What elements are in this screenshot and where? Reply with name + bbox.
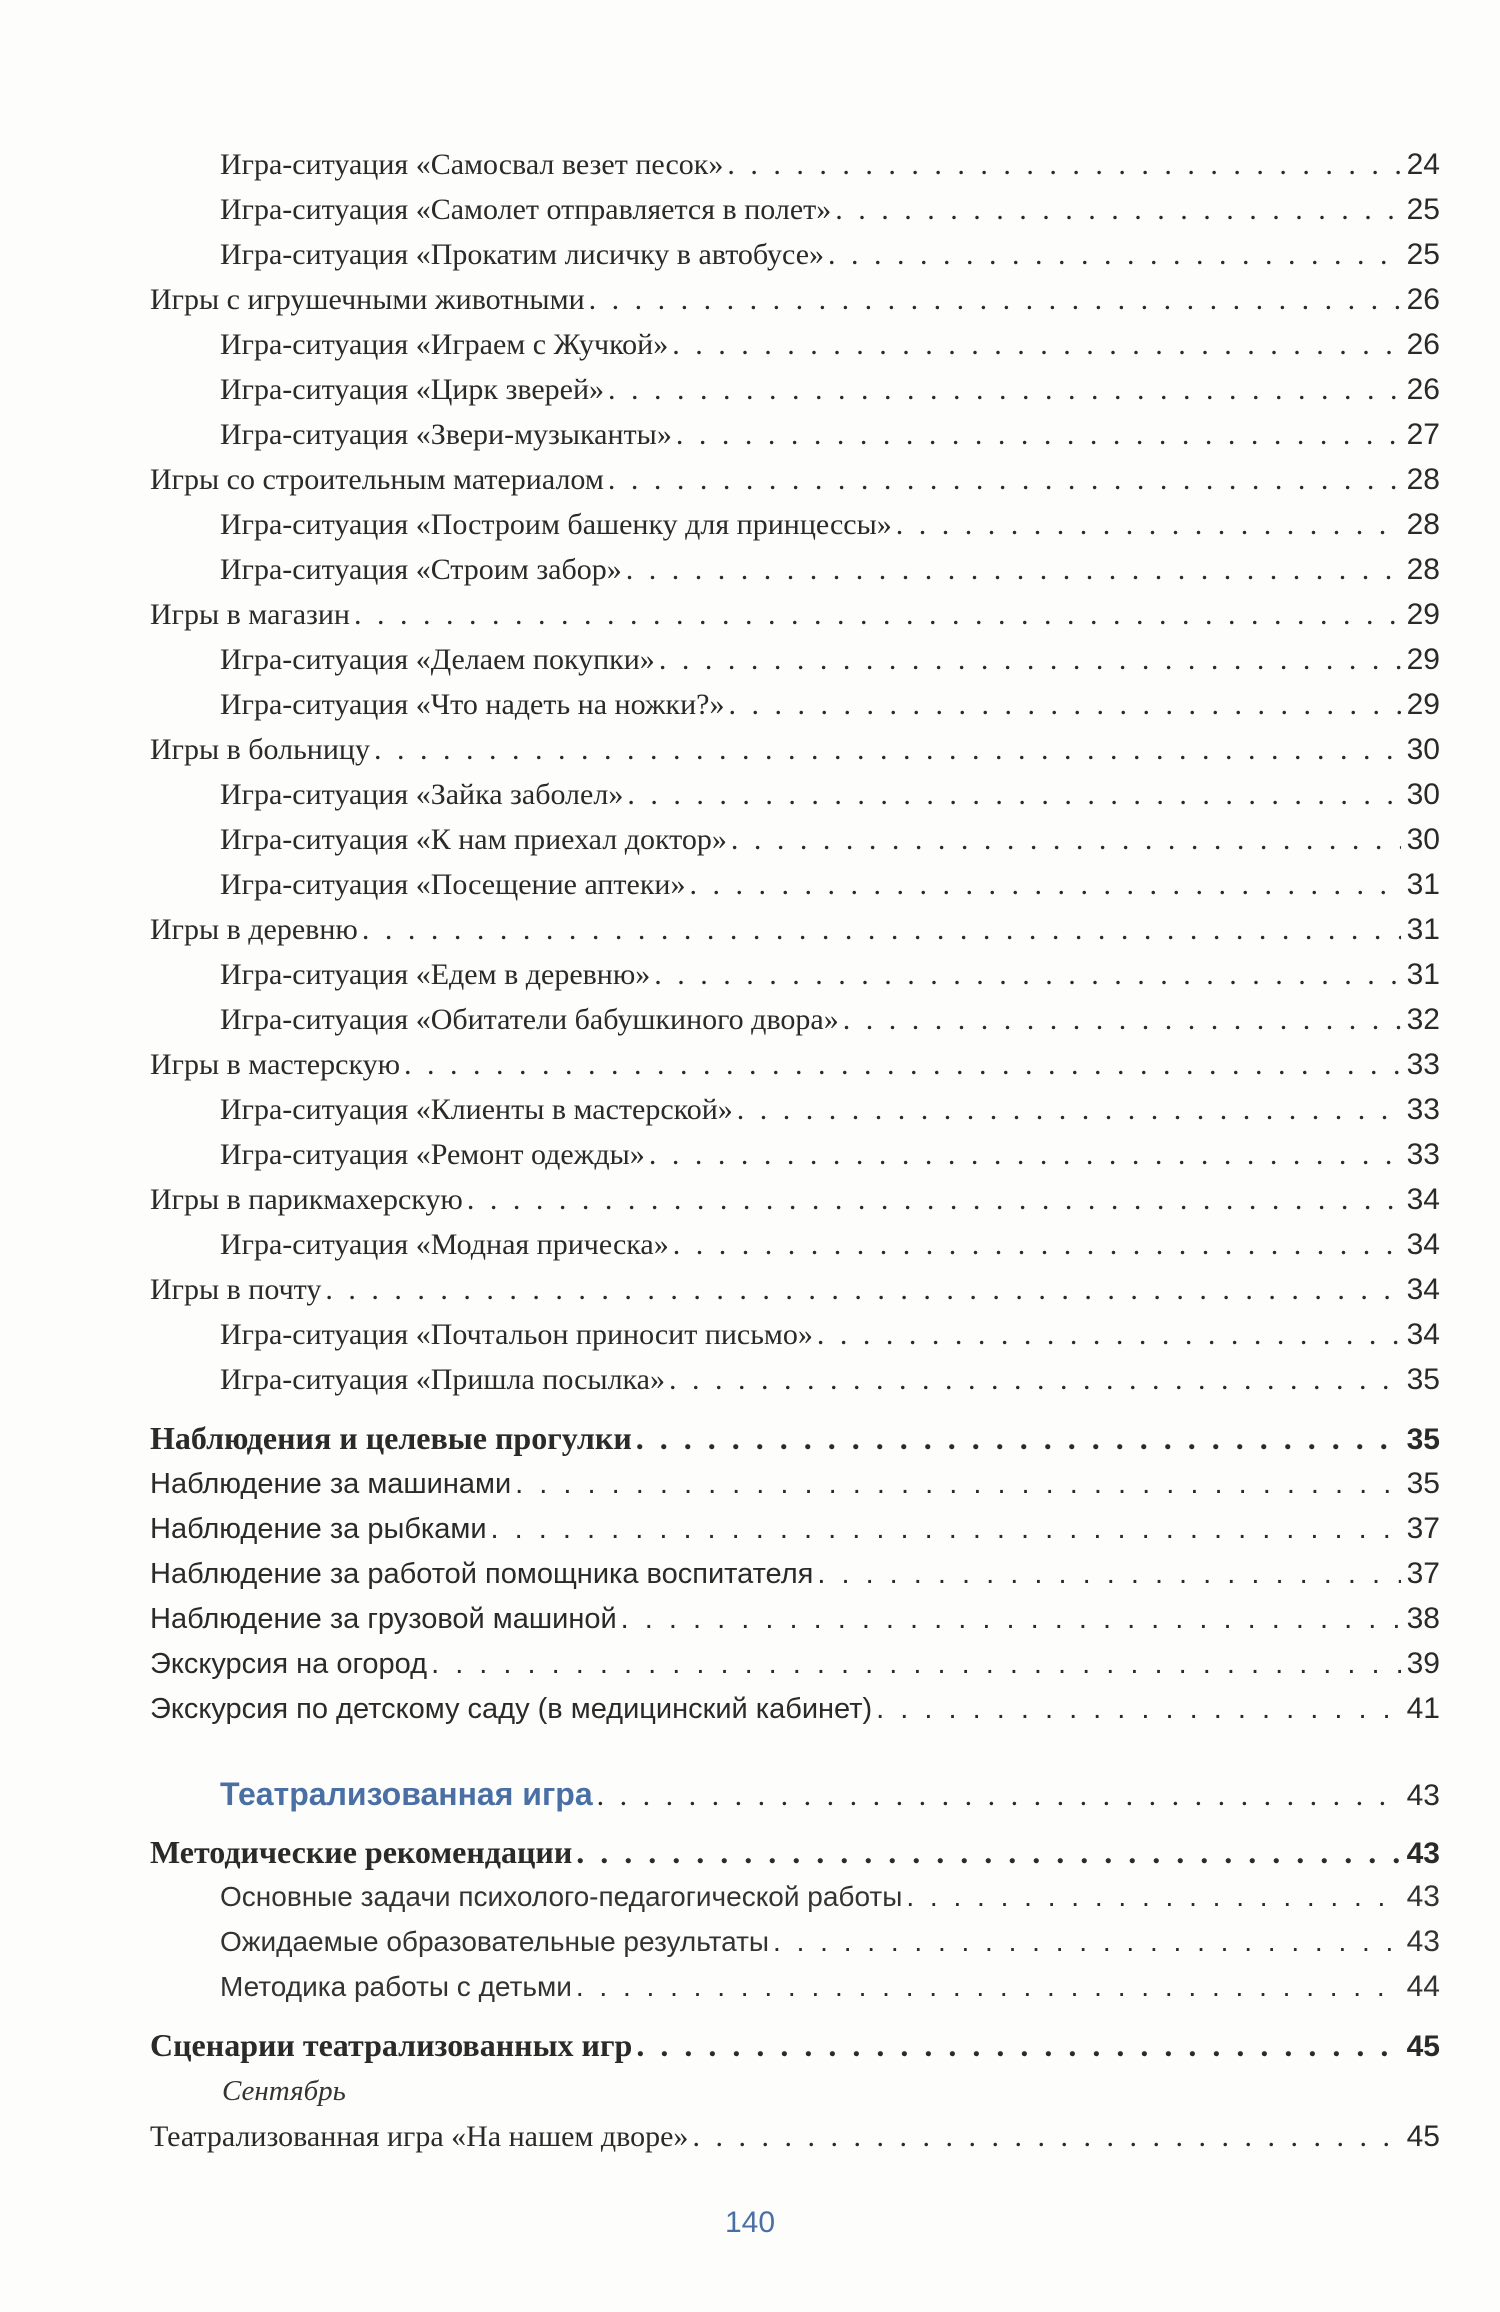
toc-entry-page: 29 [1406, 688, 1440, 721]
dot-leader [325, 1270, 1400, 1310]
toc-entry-page: 26 [1406, 283, 1440, 316]
toc-section-heading[interactable] [150, 1832, 1440, 1874]
toc-entry-title: Экскурсия по детскому саду (в медицинский кабинет) [150, 1693, 873, 1725]
dot-leader [727, 145, 1400, 185]
toc-entry-title: Игры в почту [150, 1273, 322, 1306]
dot-leader [654, 955, 1400, 995]
dot-leader [843, 1000, 1401, 1040]
toc-entry[interactable] [150, 1644, 1440, 1684]
toc-entry[interactable] [220, 505, 1440, 545]
toc-entry-title: Сценарии театрализованных игр [150, 2027, 633, 2063]
toc-entry-page: 37 [1406, 1557, 1440, 1590]
toc-entry-page: 38 [1406, 1602, 1440, 1635]
dot-leader [576, 1967, 1401, 2007]
toc-entry-title: Игры в магазин [150, 598, 350, 631]
toc-entry[interactable] [220, 1967, 1440, 2007]
dot-leader [431, 1644, 1401, 1684]
toc-entry-title: Игра-ситуация «Делаем покупки» [220, 643, 655, 676]
toc-entry[interactable] [150, 1554, 1440, 1594]
dot-leader [731, 820, 1401, 860]
toc-entry-title: Игра-ситуация «Прокатим лисичку в автобусе» [220, 238, 825, 271]
dot-leader [362, 910, 1401, 950]
toc-entry[interactable] [220, 1135, 1440, 1175]
toc-entry[interactable] [150, 1689, 1440, 1729]
toc-entry[interactable] [220, 370, 1440, 410]
dot-leader [608, 370, 1401, 410]
toc-entry[interactable] [150, 1180, 1440, 1220]
toc-entry-page: 43 [1406, 1837, 1440, 1870]
dot-leader [729, 685, 1401, 725]
toc-entry[interactable] [220, 550, 1440, 590]
toc-entry[interactable] [220, 685, 1440, 725]
toc-entry-page: 31 [1406, 913, 1440, 946]
toc-entry-page: 30 [1406, 823, 1440, 856]
toc-entry-page: 31 [1406, 868, 1440, 901]
toc-entry-page: 29 [1406, 643, 1440, 676]
dot-leader [626, 550, 1401, 590]
dot-leader [659, 640, 1401, 680]
toc-entry-page: 31 [1406, 958, 1440, 991]
toc-entry-page: 28 [1406, 463, 1440, 496]
toc-entry-title: Игры в мастерскую [150, 1048, 401, 1081]
dot-leader [404, 1045, 1401, 1085]
toc-entry-title: Игра-ситуация «Едем в деревню» [220, 958, 651, 991]
toc-entry-title: Игра-ситуация «Клиенты в мастерской» [220, 1093, 733, 1126]
toc-entry-page: 30 [1406, 733, 1440, 766]
dot-leader [689, 865, 1400, 905]
toc-entry-title: Игра-ситуация «Что надеть на ножки?» [220, 688, 725, 721]
dot-leader [589, 280, 1401, 320]
toc-entry[interactable] [150, 1045, 1440, 1085]
toc-entry-title: Игры в больницу [150, 733, 370, 766]
toc-entry-page: 34 [1406, 1228, 1440, 1261]
toc-entry-title: Игра-ситуация «Строим забор» [220, 553, 622, 586]
dot-leader [828, 235, 1401, 275]
toc-entry[interactable] [150, 1464, 1440, 1504]
toc-entry-page: 24 [1406, 148, 1440, 181]
toc-entry[interactable] [220, 325, 1440, 365]
toc-entry[interactable] [220, 865, 1440, 905]
toc-entry[interactable] [150, 730, 1440, 770]
toc-entry-title: Наблюдение за машинами [150, 1468, 512, 1500]
toc-entry[interactable] [150, 1270, 1440, 1310]
toc-entry-page: 34 [1406, 1273, 1440, 1306]
toc-entry-title: Игры в деревню [150, 913, 358, 946]
toc-entry-title: Игра-ситуация «Зайка заболел» [220, 778, 624, 811]
toc-entry[interactable] [220, 1360, 1440, 1400]
toc-entry-page: 33 [1406, 1048, 1440, 1081]
toc-entry[interactable] [220, 1090, 1440, 1130]
toc-entry-page: 39 [1406, 1647, 1440, 1680]
toc-entry-title: Игра-ситуация «Играем с Жучкой» [220, 328, 669, 361]
toc-entry[interactable] [220, 955, 1440, 995]
toc-entry[interactable] [220, 190, 1440, 230]
toc-entry-page: 34 [1406, 1318, 1440, 1351]
toc-entry-title: Игра-ситуация «Самолет отправляется в полет» [220, 193, 832, 226]
toc-entry-title: Методика работы с детьми [220, 1971, 572, 2002]
dot-leader [491, 1509, 1401, 1549]
toc-entry[interactable] [220, 1877, 1440, 1917]
toc-entry-title: Игра-ситуация «Цирк зверей» [220, 373, 605, 406]
dot-leader [906, 1877, 1400, 1917]
toc-entry-title: Игра-ситуация «Самосвал везет песок» [220, 148, 724, 181]
toc-entry-title: Театрализованная игра [220, 1776, 593, 1812]
toc-entry-page: 26 [1406, 373, 1440, 406]
toc-entry-page: 37 [1406, 1512, 1440, 1545]
toc-entry[interactable] [220, 820, 1440, 860]
dot-leader [676, 415, 1401, 455]
toc-entry-title: Наблюдение за рыбками [150, 1513, 487, 1545]
toc-entry-title: Игры с игрушечными животными [150, 283, 585, 316]
toc-entry-page: 32 [1406, 1003, 1440, 1036]
dot-leader [636, 1418, 1401, 1458]
toc-section-heading[interactable] [150, 1418, 1440, 1460]
dot-leader [773, 1922, 1401, 1962]
toc-entry-title: Игра-ситуация «Обитатели бабушкиного двора» [220, 1003, 839, 1036]
toc-entry-page: 45 [1406, 2120, 1440, 2153]
toc-entry-title: Экскурсия на огород [150, 1648, 428, 1680]
dot-leader [673, 1225, 1401, 1265]
toc-entry-title: Наблюдения и целевые прогулки [150, 1420, 632, 1456]
toc-entry-page: 28 [1406, 508, 1440, 541]
toc-entry-page: 43 [1406, 1880, 1440, 1913]
toc-entry-page: 30 [1406, 778, 1440, 811]
dot-leader [876, 1689, 1400, 1729]
toc-entry-page: 33 [1406, 1138, 1440, 1171]
dot-leader [669, 1360, 1401, 1400]
toc-entry-page: 33 [1406, 1093, 1440, 1126]
toc-entry-page: 29 [1406, 598, 1440, 631]
toc-entry-title: Игра-ситуация «К нам приехал доктор» [220, 823, 727, 856]
toc-entry-title: Методические рекомендации [150, 1834, 573, 1870]
toc-entry[interactable] [220, 640, 1440, 680]
toc-entry-page: 26 [1406, 328, 1440, 361]
toc-entry[interactable] [150, 910, 1440, 950]
toc-entry[interactable] [150, 595, 1440, 635]
dot-leader [621, 1599, 1401, 1639]
toc-entry-title: Игра-ситуация «Построим башенку для принцессы» [220, 508, 892, 541]
toc-entry[interactable] [150, 1599, 1440, 1639]
toc-entry[interactable] [150, 460, 1440, 500]
dot-leader [515, 1464, 1400, 1504]
toc-entry-page: 43 [1406, 1925, 1440, 1958]
toc-entry-page: 25 [1406, 193, 1440, 226]
toc-entry-page: 43 [1406, 1779, 1440, 1812]
toc-entry-title: Игры со строительным материалом [150, 463, 604, 496]
month-label: Сентябрь [222, 2075, 346, 2107]
toc-entry-title: Игра-ситуация «Звери-музыканты» [220, 418, 672, 451]
toc-entry-title: Игра-ситуация «Почтальон приносит письмо» [220, 1318, 813, 1351]
toc-entry-page: 35 [1406, 1423, 1440, 1456]
dot-leader [649, 1135, 1401, 1175]
toc-entry-page: 28 [1406, 553, 1440, 586]
toc-entry[interactable] [220, 1225, 1440, 1265]
toc-entry[interactable] [220, 1922, 1440, 1962]
toc-entry[interactable] [150, 1509, 1440, 1549]
toc-entry[interactable] [150, 280, 1440, 320]
dot-leader [896, 505, 1401, 545]
toc-entry-title: Основные задачи психолого-педагогической работы [220, 1881, 903, 1912]
dot-leader [608, 460, 1401, 500]
toc-entry-title: Наблюдение за грузовой машиной [150, 1603, 617, 1635]
toc-entry[interactable] [220, 1000, 1440, 1040]
toc-entry[interactable] [220, 775, 1440, 815]
dot-leader [576, 1832, 1400, 1872]
toc-entry[interactable] [220, 145, 1440, 185]
dot-leader [817, 1554, 1400, 1594]
dot-leader [692, 2117, 1400, 2157]
toc-entry-title: Наблюдение за работой помощника воспитателя [150, 1558, 814, 1590]
toc-entry-page: 44 [1406, 1970, 1440, 2003]
toc-entry-title: Игра-ситуация «Ремонт одежды» [220, 1138, 645, 1171]
dot-leader [817, 1315, 1401, 1355]
toc-entry[interactable] [150, 2117, 1440, 2157]
toc-entry-title: Ожидаемые образовательные результаты [220, 1926, 770, 1957]
dot-leader [374, 730, 1401, 770]
toc-entry[interactable] [220, 1315, 1440, 1355]
toc-entry-page: 25 [1406, 238, 1440, 271]
dot-leader [672, 325, 1400, 365]
toc-entry-page: 34 [1406, 1183, 1440, 1216]
toc-entry-title: Театрализованная игра «На нашем дворе» [150, 2120, 689, 2153]
toc-entry-title: Игры в парикмахерскую [150, 1183, 463, 1216]
dot-leader [627, 775, 1400, 815]
dot-leader [467, 1180, 1401, 1220]
toc-entry-title: Игра-ситуация «Пришла посылка» [220, 1363, 665, 1396]
dot-leader [354, 595, 1401, 635]
toc-entry[interactable] [220, 235, 1440, 275]
toc-entry-title: Игра-ситуация «Посещение аптеки» [220, 868, 686, 901]
toc-chapter-heading[interactable] [220, 1774, 1440, 1816]
dot-leader [636, 2025, 1400, 2065]
toc-entry-page: 41 [1406, 1692, 1440, 1725]
toc-entry-page: 35 [1406, 1363, 1440, 1396]
dot-leader [597, 1776, 1401, 1816]
toc-section-heading[interactable] [150, 2025, 1440, 2067]
dot-leader [835, 190, 1400, 230]
toc-entry[interactable] [220, 415, 1440, 455]
page-number: 140 [724, 2206, 776, 2239]
toc-entry-page: 27 [1406, 418, 1440, 451]
dot-leader [737, 1090, 1401, 1130]
toc-entry-title: Игра-ситуация «Модная прическа» [220, 1228, 669, 1261]
toc-entry-page: 35 [1406, 1467, 1440, 1500]
toc-entry-page: 45 [1406, 2030, 1440, 2063]
